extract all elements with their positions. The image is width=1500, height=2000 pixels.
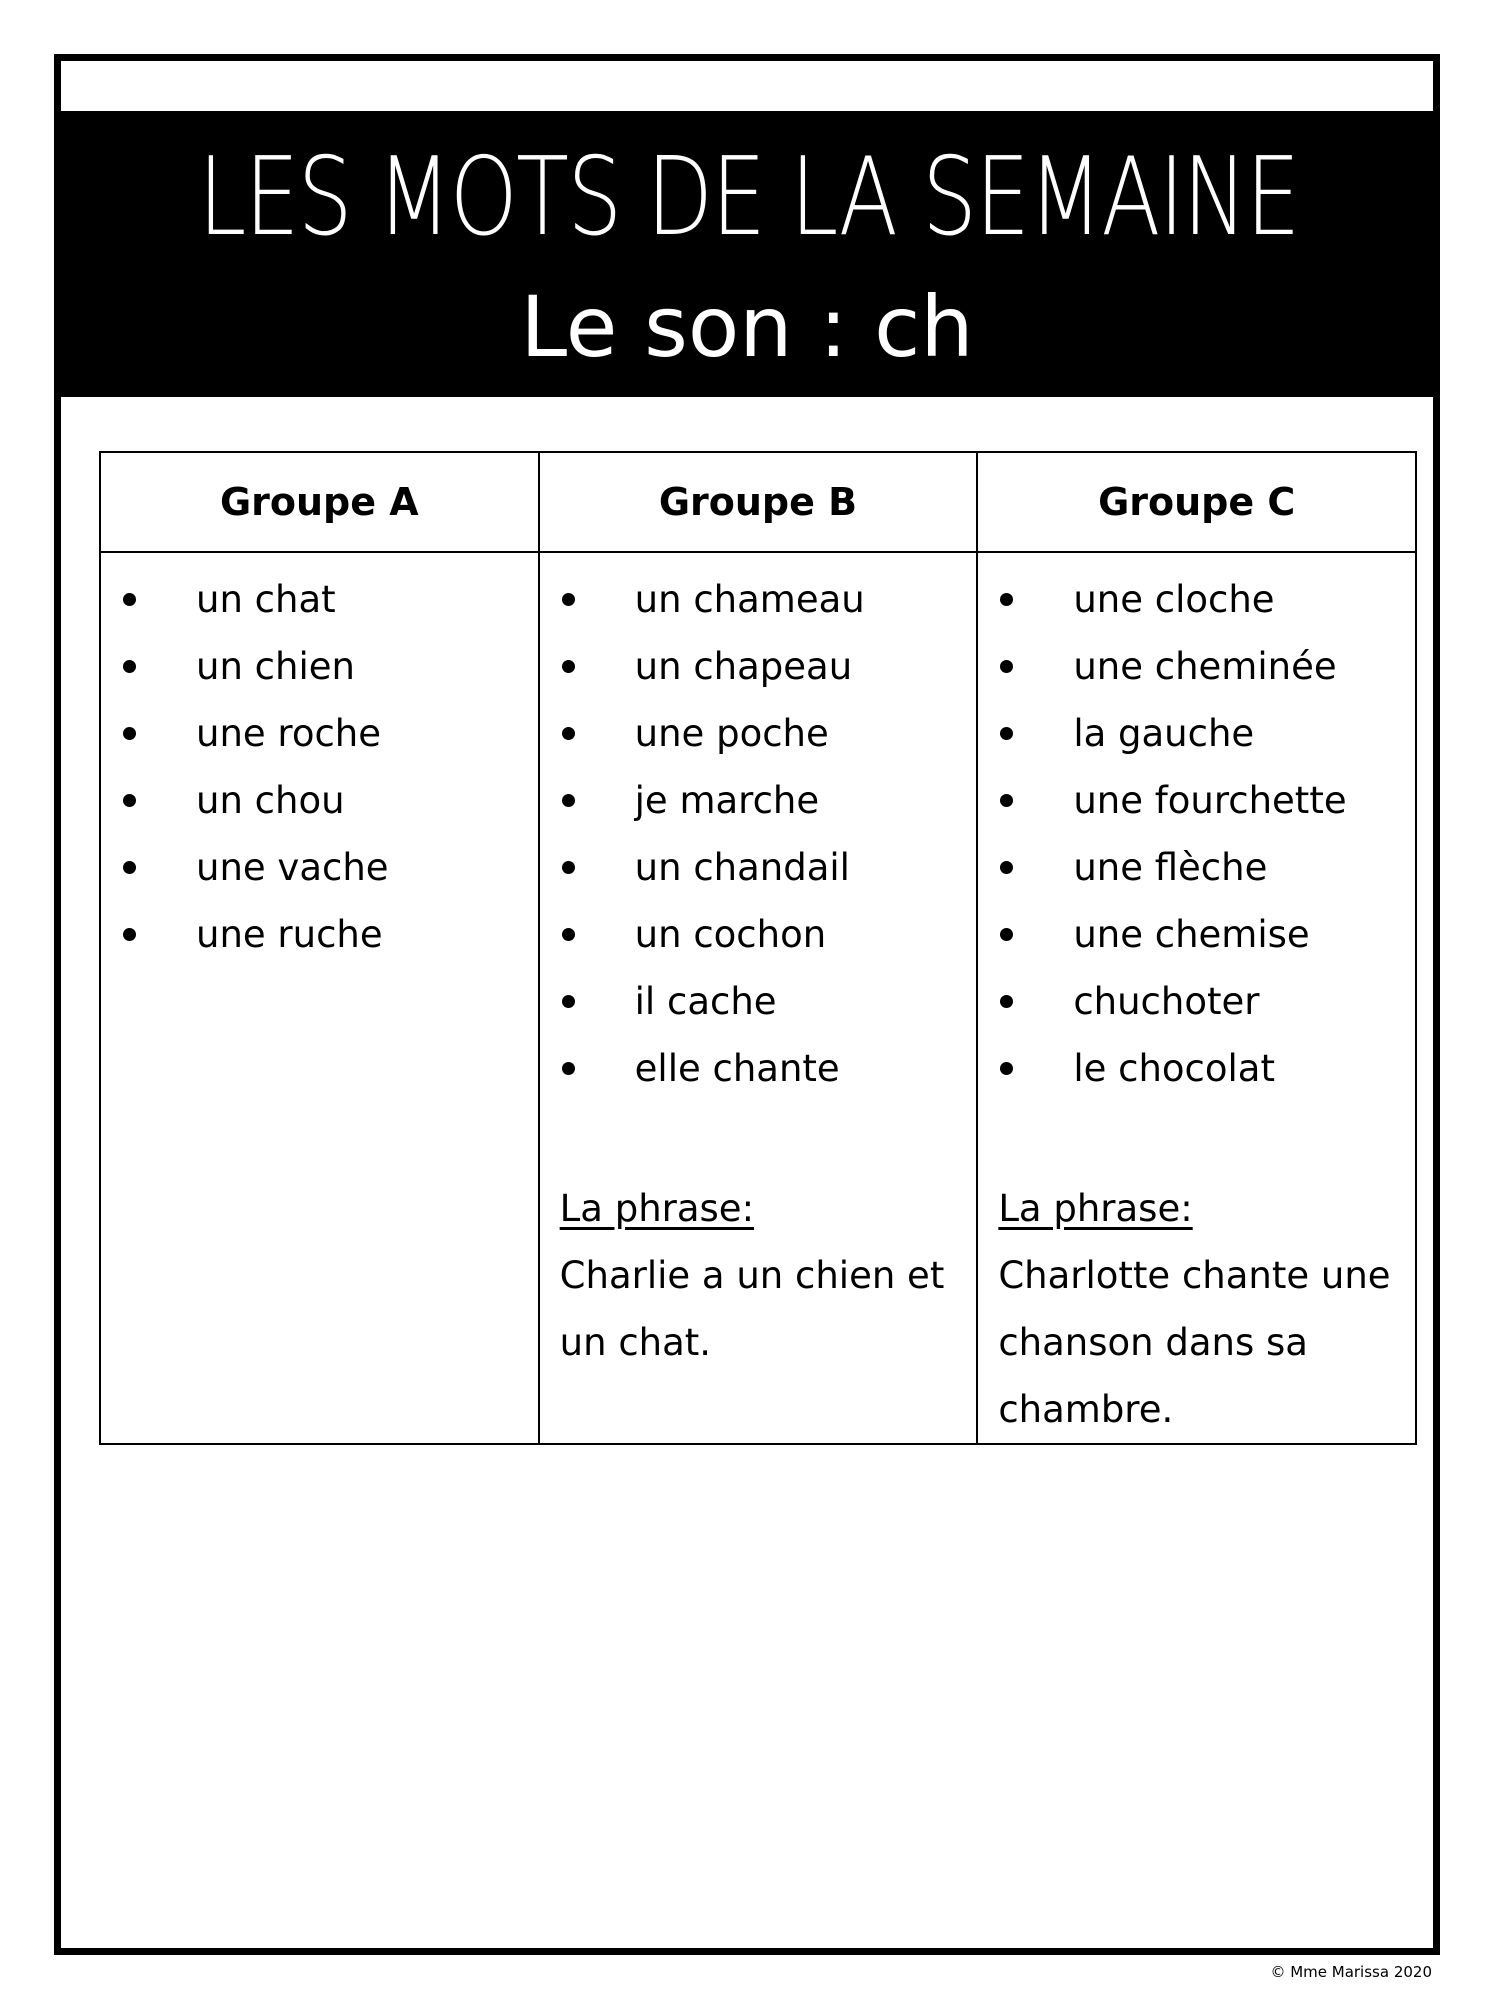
list-item	[540, 705, 977, 772]
table-header-row	[100, 452, 1416, 552]
word: elle chante	[634, 1047, 840, 1090]
bullet-icon	[123, 660, 136, 673]
bullet-icon	[562, 861, 575, 874]
word: une vache	[196, 846, 389, 889]
bullet-icon	[123, 593, 136, 606]
groupe-c-phrase	[998, 1175, 1415, 1443]
word: une roche	[196, 712, 382, 755]
list-item	[978, 772, 1415, 839]
list-item	[540, 839, 977, 906]
bullet-icon	[123, 928, 136, 941]
list-item	[978, 839, 1415, 906]
groupe-a-word-list	[101, 571, 538, 973]
groupe-b-phrase	[560, 1175, 977, 1376]
list-item	[978, 638, 1415, 705]
word: un chien	[196, 645, 355, 688]
word: un chou	[196, 779, 345, 822]
word: la gauche	[1073, 712, 1255, 755]
list-item	[540, 973, 977, 1040]
list-item	[540, 772, 977, 839]
list-item	[978, 973, 1415, 1040]
column-header-groupe-b: Groupe B	[539, 452, 978, 552]
title-banner	[61, 111, 1433, 397]
word: une flèche	[1073, 846, 1268, 889]
groupe-c-word-list	[978, 571, 1415, 1107]
bullet-icon	[562, 660, 575, 673]
copyright-notice: © Mme Marissa 2020	[1270, 1963, 1432, 1981]
column-header-groupe-a: Groupe A	[100, 452, 539, 552]
bullet-icon	[562, 928, 575, 941]
bullet-icon	[562, 1062, 575, 1075]
word: chuchoter	[1073, 980, 1260, 1023]
bullet-icon	[562, 727, 575, 740]
bullet-icon	[123, 727, 136, 740]
list-item	[101, 772, 538, 839]
word-table	[99, 451, 1417, 1445]
list-item	[101, 571, 538, 638]
list-item	[978, 571, 1415, 638]
list-item	[540, 1040, 977, 1107]
word: je marche	[634, 779, 820, 822]
word: un chat	[196, 578, 336, 621]
list-item	[540, 906, 977, 973]
word: une cloche	[1073, 578, 1275, 621]
groupe-b-word-list	[540, 571, 977, 1107]
bullet-icon	[1000, 794, 1013, 807]
table-body-row	[100, 552, 1416, 1444]
groupe-c-cell	[977, 552, 1416, 1444]
word: une cheminée	[1073, 645, 1337, 688]
bullet-icon	[1000, 995, 1013, 1008]
word: une ruche	[196, 913, 383, 956]
list-item	[101, 705, 538, 772]
bullet-icon	[1000, 928, 1013, 941]
bullet-icon	[1000, 727, 1013, 740]
bullet-icon	[562, 995, 575, 1008]
list-item	[978, 1040, 1415, 1107]
list-item	[101, 906, 538, 973]
word: une chemise	[1073, 913, 1310, 956]
phrase-text: Charlotte chante une chanson dans sa chambre.	[998, 1254, 1391, 1431]
bullet-icon	[1000, 593, 1013, 606]
bullet-icon	[1000, 660, 1013, 673]
list-item	[540, 571, 977, 638]
list-item	[540, 638, 977, 705]
bullet-icon	[1000, 1062, 1013, 1075]
groupe-a-cell	[100, 552, 539, 1444]
page-frame	[54, 54, 1440, 1955]
phrase-label: La phrase:	[998, 1187, 1193, 1230]
list-item	[978, 705, 1415, 772]
word: un chapeau	[634, 645, 853, 688]
word: un cochon	[634, 913, 827, 956]
word: une fourchette	[1073, 779, 1347, 822]
column-header-groupe-c: Groupe C	[977, 452, 1416, 552]
phrase-text: Charlie a un chien et un chat.	[559, 1254, 945, 1364]
page-subtitle: Le son : ch	[520, 278, 974, 376]
list-item	[101, 839, 538, 906]
word: il cache	[634, 980, 777, 1023]
word: une poche	[634, 712, 829, 755]
bullet-icon	[123, 794, 136, 807]
bullet-icon	[562, 593, 575, 606]
word: le chocolat	[1073, 1047, 1275, 1090]
list-item	[101, 638, 538, 705]
page-title: LES MOTS DE LA SEMAINE	[198, 135, 1299, 260]
word: un chandail	[634, 846, 850, 889]
list-item	[978, 906, 1415, 973]
bullet-icon	[123, 861, 136, 874]
phrase-label: La phrase:	[559, 1187, 755, 1230]
bullet-icon	[1000, 861, 1013, 874]
groupe-b-cell	[539, 552, 978, 1444]
word: un chameau	[634, 578, 865, 621]
bullet-icon	[562, 794, 575, 807]
